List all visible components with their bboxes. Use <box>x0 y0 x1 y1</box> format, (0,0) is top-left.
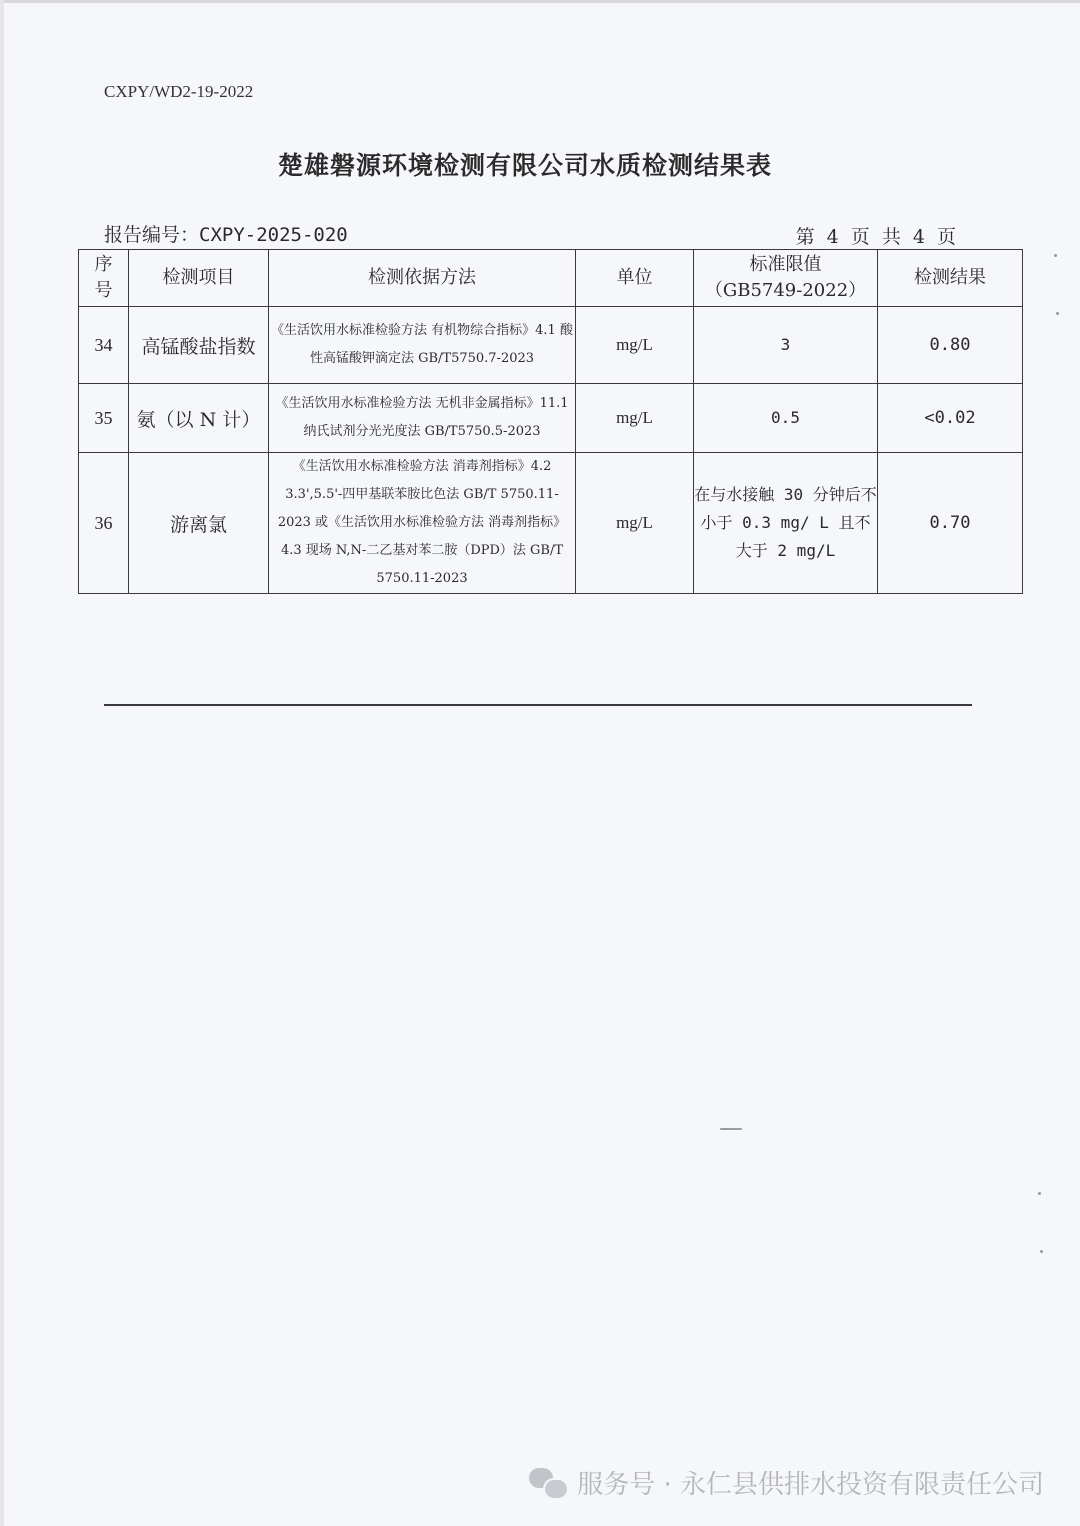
page-indicator: 第 4 页 共 4 页 <box>795 226 956 248</box>
header-test-item: 检测项目 <box>129 250 269 307</box>
header-limit-line2: （GB5749-2022） <box>704 280 867 301</box>
cell-test-method: 《生活饮用水标准检验方法 无机非金属指标》11.1 纳氏试剂分光光度法 GB/T5750.5-2023 <box>269 384 576 453</box>
report-number: 报告编号：CXPY-2025-020 <box>104 224 348 246</box>
table-row <box>79 453 1023 594</box>
cell-test-result: <0.02 <box>878 384 1023 453</box>
cell-test-result: 0.70 <box>878 453 1023 594</box>
scan-left-edge <box>0 0 4 1526</box>
cell-test-item: 游离氯 <box>129 453 269 594</box>
scan-speck <box>1056 312 1059 315</box>
scan-top-edge <box>0 0 1080 3</box>
scan-speck <box>1038 1192 1041 1195</box>
cell-unit: mg/L <box>576 307 694 384</box>
watermark-text: 服务号 · 永仁县供排水投资有限责任公司 <box>577 1470 1044 1500</box>
header-test-result: 检测结果 <box>878 250 1023 307</box>
cell-test-method: 《生活饮用水标准检验方法 有机物综合指标》4.1 酸性高锰酸钾滴定法 GB/T5750.7-2023 <box>269 307 576 384</box>
cell-serial-number: 35 <box>79 384 129 453</box>
cell-test-item: 氨（以 N 计） <box>129 384 269 453</box>
header-limit-line1: 标准限值 <box>749 254 822 275</box>
table-row <box>79 307 1023 384</box>
wechat-icon <box>529 1466 567 1500</box>
cell-serial-number: 34 <box>79 307 129 384</box>
scan-speck <box>1040 1250 1043 1253</box>
table-header-row <box>79 250 1023 307</box>
cell-unit: mg/L <box>576 453 694 594</box>
cell-standard-limit: 3 <box>694 307 878 384</box>
scan-speck <box>720 1128 742 1130</box>
document-code: CXPY/WD2-19-2022 <box>104 82 254 101</box>
cell-test-method: 《生活饮用水标准检验方法 消毒剂指标》4.2 3.3',5.5'-四甲基联苯胺比色法 GB/T 5750.11-2023 或《生活饮用水标准检验方法 消毒剂指标》4.3 现场 N,N-二乙基对苯二胺（DPD）法 GB/T 5750.11-2023 <box>269 453 576 594</box>
cell-standard-limit: 在与水接触 30 分钟后不小于 0.3 mg/ L 且不大于 2 mg/L <box>694 453 878 594</box>
header-standard-limit <box>694 250 878 307</box>
page-title: 楚雄磐源环境检测有限公司水质检测结果表 <box>277 151 772 180</box>
header-serial-line2: 号 <box>94 280 113 301</box>
cell-unit: mg/L <box>576 384 694 453</box>
scan-speck <box>1054 254 1057 257</box>
cell-test-result: 0.80 <box>878 307 1023 384</box>
end-of-table-rule <box>104 704 972 706</box>
results-table <box>78 249 1023 594</box>
header-test-method: 检测依据方法 <box>269 250 576 307</box>
header-serial-number <box>79 250 129 307</box>
header-unit: 单位 <box>576 250 694 307</box>
table-row <box>79 384 1023 453</box>
cell-test-item: 高锰酸盐指数 <box>129 307 269 384</box>
cell-standard-limit: 0.5 <box>694 384 878 453</box>
cell-serial-number: 36 <box>79 453 129 594</box>
header-serial-line1: 序 <box>94 254 113 275</box>
watermark <box>529 1464 1044 1501</box>
